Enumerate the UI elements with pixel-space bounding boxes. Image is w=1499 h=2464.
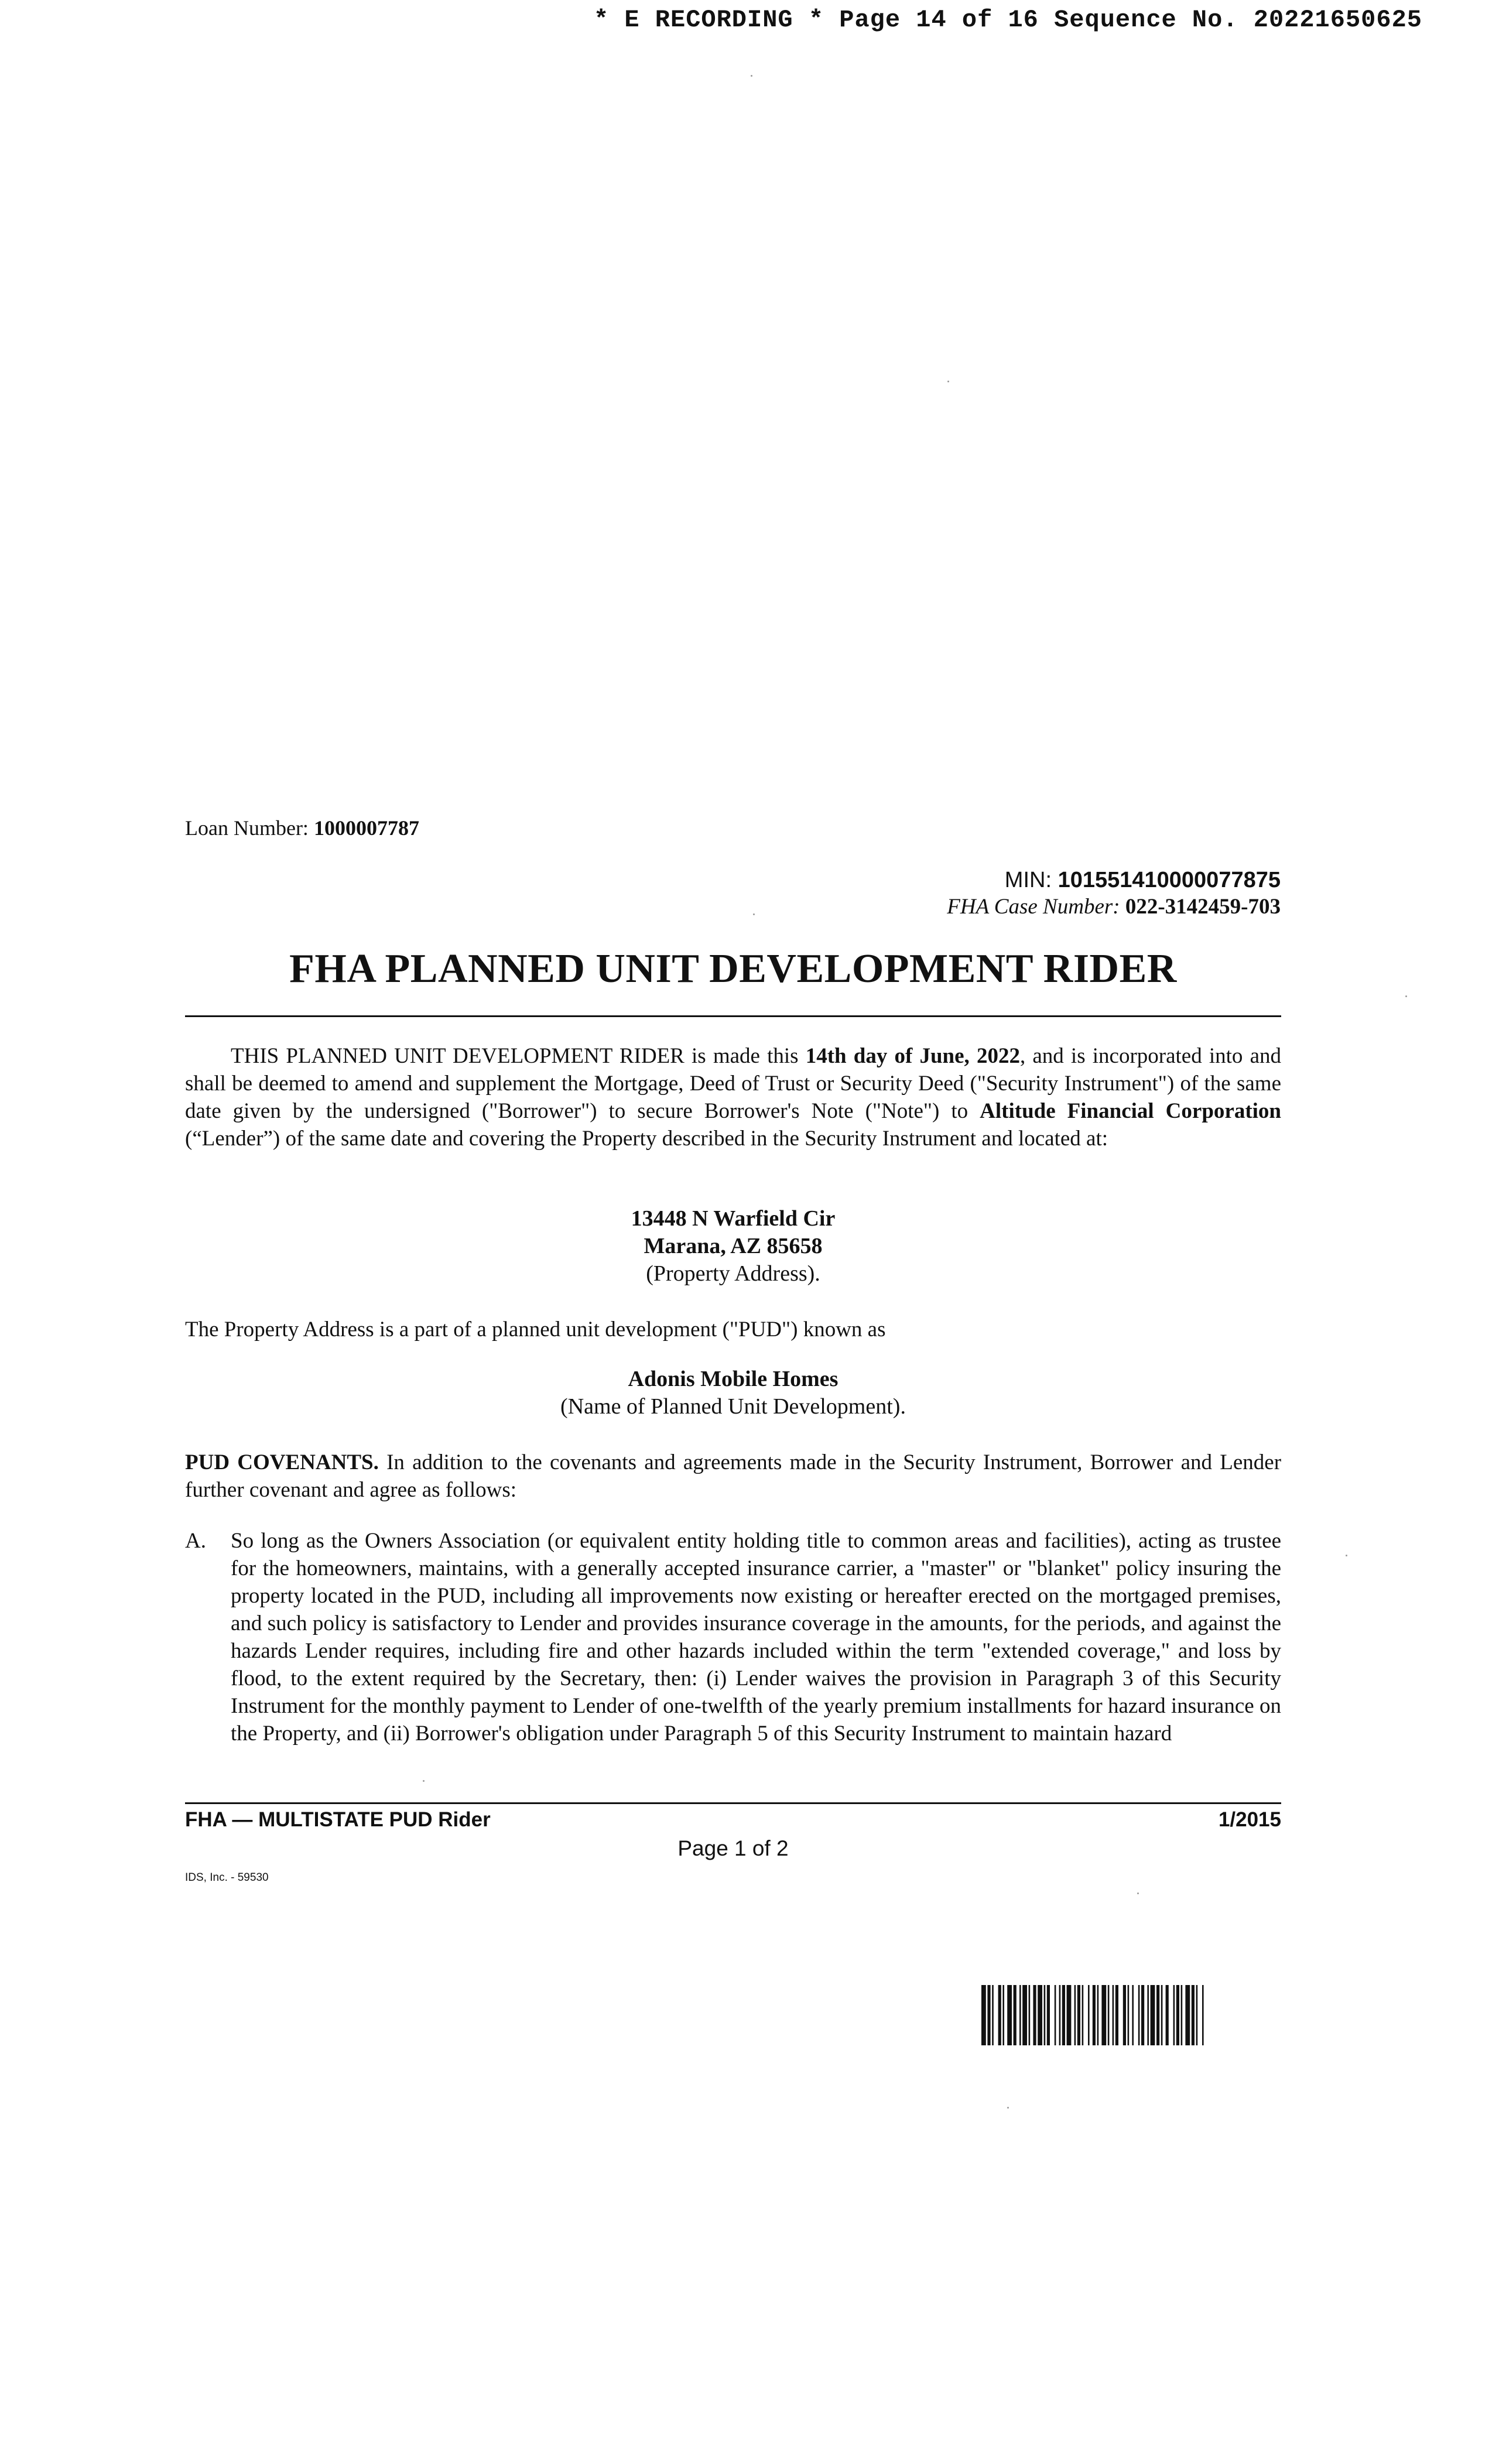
pud-name-block — [185, 1366, 1281, 1421]
barcode-bar — [1156, 1985, 1159, 2045]
barcode-bar — [1097, 1985, 1099, 2045]
barcode-bar — [981, 1985, 986, 2045]
barcode-bar — [1022, 1985, 1027, 2045]
barcode-bar — [1141, 1985, 1144, 2045]
barcode-bar — [1014, 1985, 1017, 2045]
scan-speck — [423, 1780, 425, 1782]
intro-text-2: , and is incorporated into and shall be deemed to amend and supplement the Mortgage, Deed of Trust or Security Deed ("Security Instrument") of the same date given by the undersigned ("Borrower") to secure Borrower's Note ("Note") to — [185, 1044, 1281, 1123]
covenant-item-a-text: So long as the Owners Association (or equivalent entity holding title to common areas and facilities), acting as trustee for the homeowners, maintains, with a generally accepted insurance carrier, a "master" or "blanket" policy insuring the property located in the PUD, including all improvements now existing or hereafter erected on the mortgaged premises, and such policy is satisfactory to Lender and provides insurance coverage in the amounts, for the periods, and against the hazards Lender requires, including fire and other hazards included within the term "extended coverage," and loss by flood, to the extent required by the Secretary, then: (i) Lender waives the provision in Paragraph 3 of this Security Instrument for the monthly payment to Lender of one-twelfth of the yearly premium installments for hazard insurance on the Property, and (ii) Borrower's obligation under Paragraph 5 of this Security Instrument to maintain hazard — [231, 1529, 1281, 1746]
title-divider — [185, 1015, 1281, 1017]
barcode-bar — [987, 1985, 990, 2045]
barcode-bar — [1019, 1985, 1021, 2045]
barcode-bar — [1196, 1985, 1198, 2045]
barcode-bar — [1132, 1985, 1134, 2045]
min-number: 101551410000077875 — [1057, 868, 1281, 892]
property-address-caption: (Property Address). — [646, 1261, 820, 1286]
barcode-bar — [1044, 1985, 1046, 2045]
document-title: FHA PLANNED UNIT DEVELOPMENT RIDER — [289, 946, 1177, 991]
barcode-bar — [1113, 1985, 1114, 2045]
footer-ids-code: IDS, Inc. - 59530 — [185, 1871, 269, 1884]
pud-name: Adonis Mobile Homes — [628, 1367, 839, 1391]
scan-speck — [1007, 2107, 1009, 2109]
barcode-bar — [1062, 1985, 1065, 2045]
barcode — [981, 1985, 1368, 2045]
barcode-bar — [1047, 1985, 1050, 2045]
loan-number-line — [185, 816, 419, 840]
barcode-bar — [1033, 1985, 1036, 2045]
barcode-bar — [1067, 1985, 1072, 2045]
loan-number-value: 1000007787 — [313, 816, 419, 840]
barcode-bar — [1185, 1985, 1190, 2045]
scan-speck — [1137, 1893, 1139, 1894]
footer-form-name: FHA — MULTISTATE PUD Rider — [185, 1808, 491, 1831]
barcode-bar — [1161, 1985, 1163, 2045]
scan-speck — [947, 381, 949, 382]
barcode-bar — [992, 1985, 994, 2045]
barcode-bar — [1192, 1985, 1195, 2045]
pud-covenants-text: In addition to the covenants and agreements made in the Security Instrument, Borrower and Lender further covenant and agree as follows: — [185, 1450, 1282, 1502]
barcode-bar — [1038, 1985, 1042, 2045]
fha-case-line — [947, 894, 1281, 920]
property-address-block — [185, 1205, 1281, 1288]
min-label: MIN: — [1004, 868, 1052, 892]
intro-text-1: THIS PLANNED UNIT DEVELOPMENT RIDER is made this — [231, 1044, 799, 1068]
footer-divider — [185, 1802, 1281, 1804]
barcode-bar — [1108, 1985, 1110, 2045]
barcode-bar — [1059, 1985, 1061, 2045]
min-fha-block — [947, 867, 1281, 920]
scan-speck — [751, 75, 752, 77]
barcode-bar — [1138, 1985, 1140, 2045]
barcode-bar — [1123, 1985, 1126, 2045]
barcode-bar — [1128, 1985, 1130, 2045]
barcode-bar — [1007, 1985, 1012, 2045]
covenant-item-a — [185, 1527, 1281, 1747]
lender-name: Altitude Financial Corporation — [980, 1099, 1282, 1123]
covenant-item-a-marker: A. — [185, 1529, 206, 1553]
property-city-state-zip: Marana, AZ 85658 — [644, 1234, 823, 1258]
rider-date: 14th day of June, 2022 — [805, 1044, 1020, 1068]
loan-number-label: Loan Number: — [185, 816, 309, 840]
barcode-bar — [1181, 1985, 1183, 2045]
pud-name-caption: (Name of Planned Unit Development). — [560, 1394, 906, 1419]
pud-covenants-paragraph — [185, 1449, 1281, 1504]
pud-covenants-heading: PUD COVENANTS. — [185, 1450, 379, 1474]
barcode-bar — [1088, 1985, 1090, 2045]
fha-case-label: FHA Case Number: — [947, 895, 1120, 919]
barcode-bar — [1074, 1985, 1076, 2045]
scan-speck — [1405, 995, 1407, 997]
min-line — [947, 867, 1281, 894]
pud-intro-text: The Property Address is a part of a planned unit development ("PUD") known as — [185, 1317, 886, 1341]
barcode-bar — [1002, 1985, 1004, 2045]
barcode-bar — [1082, 1985, 1084, 2045]
barcode-bar — [1101, 1985, 1106, 2045]
barcode-bar — [1077, 1985, 1080, 2045]
scan-speck — [1346, 1555, 1347, 1556]
footer-form-date: 1/2015 — [1218, 1808, 1281, 1831]
barcode-bar — [998, 1985, 1001, 2045]
intro-text-3: (“Lender”) of the same date and covering the Property described in the Security Instrument and located at: — [185, 1127, 1108, 1151]
property-street: 13448 N Warfield Cir — [631, 1206, 836, 1231]
barcode-bar — [1055, 1985, 1056, 2045]
fha-case-number: 022-3142459-703 — [1125, 895, 1281, 919]
barcode-bar — [1173, 1985, 1175, 2045]
barcode-bar — [1115, 1985, 1118, 2045]
barcode-bar — [1029, 1985, 1031, 2045]
barcode-bar — [1093, 1985, 1096, 2045]
barcode-bar — [1202, 1985, 1204, 2045]
recording-header: * E RECORDING * Page 14 of 16 Sequence No. 20221650625 — [593, 6, 1422, 34]
barcode-bar — [1147, 1985, 1149, 2045]
intro-paragraph — [185, 1042, 1281, 1152]
barcode-bar — [1151, 1985, 1155, 2045]
barcode-bar — [1166, 1985, 1169, 2045]
scan-speck — [753, 913, 755, 915]
footer-page-number: Page 1 of 2 — [677, 1836, 789, 1860]
barcode-bar — [1176, 1985, 1179, 2045]
